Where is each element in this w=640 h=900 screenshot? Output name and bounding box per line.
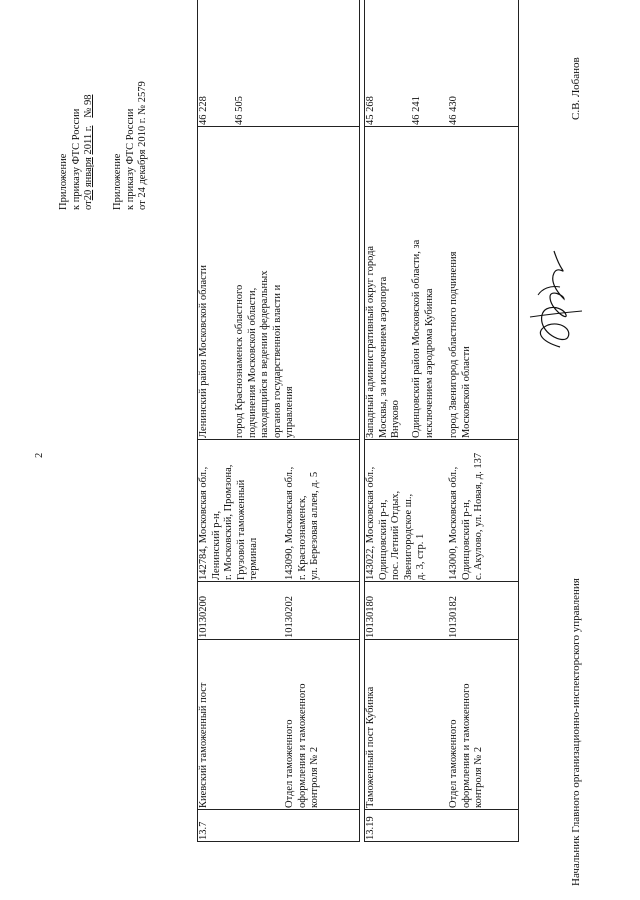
footer-signatory: С.В. Лобанов (570, 57, 582, 120)
t1-num: 13.7 (198, 821, 209, 840)
annex-new-line3: от20 января 2011 г. № 98 (83, 94, 94, 210)
t1-post-address: 142784, Московская обл., Ленинский р-н, г. Московский, Промзона, Грузовой таможенный терминал (198, 464, 259, 580)
t2-dept-okpo: 46 430 (448, 96, 459, 125)
cell-num (365, 810, 519, 842)
t1-dept-region: город Краснознаменск областного подчинения Московской области, находящийся в ведении федеральных органов государственной власти и управления (234, 270, 295, 438)
t2-num: 13.19 (365, 816, 376, 840)
t2-post-name: Таможенный пост Кубинка (365, 686, 376, 808)
t2-post-region-2: Одинцовский район Московской области, за исключением аэродрома Кубинка (411, 239, 435, 438)
t1-post-code: 10130200 (198, 596, 209, 638)
t2-dept-region: город Звенигород областного подчинения Московской области (448, 251, 472, 438)
annex-old-line2: к приказу ФТС России (124, 108, 136, 210)
page-number: 2 (34, 452, 45, 458)
t2-dept-code: 10130182 (448, 596, 459, 638)
t2-post-region-1: Западный административный округ города Москвы, за исключением аэропорта Внуково (365, 245, 401, 438)
signature (520, 245, 590, 355)
t1-dept-address: 143090, Московская обл., г. Краснознаменск, ул. Березовая аллея, д. 5 (284, 466, 320, 580)
t2-dept-name: Отдел таможенного оформления и таможенного контроля № 2 (448, 683, 484, 808)
cell-code (198, 582, 360, 640)
annex-old-line1: Приложение (112, 153, 123, 210)
annex-new-year: 2011 г. (83, 125, 94, 155)
t1-post-okpo: 46 228 (198, 96, 209, 125)
cell-okpo (198, 0, 360, 127)
t2-dept-address: 143000, Московская обл., Одинцовский р-н, с. Акулово, ул. Новая, д. 137 (448, 452, 484, 580)
annex-old-line3: от 24 декабря 2010 г. № 2579 (137, 81, 148, 210)
t1-dept-name: Отдел таможенного оформления и таможенного контроля № 2 (284, 683, 320, 808)
t2-post-okpo-1: 45 268 (365, 96, 376, 125)
annex-new-line1: Приложение (58, 153, 69, 210)
annex-new-number: № 98 (83, 94, 94, 118)
cell-num (198, 810, 360, 842)
footer-position: Начальник Главного организационно-инспекторского управления (570, 578, 582, 886)
annex-new-block (58, 95, 96, 210)
annex-new-month: января (83, 157, 94, 188)
cell-name (198, 640, 360, 810)
t1-dept-okpo: 46 505 (234, 96, 245, 125)
annex-new-day: 20 (83, 189, 94, 201)
cell-name (365, 640, 519, 810)
cell-code (365, 582, 519, 640)
t2-post-code: 10130180 (365, 596, 376, 638)
t2-post-okpo-2: 46 241 (411, 96, 422, 125)
cell-okpo (365, 0, 519, 127)
t2-post-address: 143022, Московская обл., Одинцовский р-н, пос. Летний Отдых, Звенигородское ш., д. 3, стр. 1 (365, 466, 426, 580)
t1-dept-code: 10130202 (284, 596, 295, 638)
annex-new-line2: к приказу ФТС России (70, 108, 82, 210)
t1-post-region: Ленинский район Московской области (198, 265, 209, 438)
annex-old-block (112, 81, 150, 210)
t1-post-name: Киевский таможенный пост (198, 682, 209, 808)
